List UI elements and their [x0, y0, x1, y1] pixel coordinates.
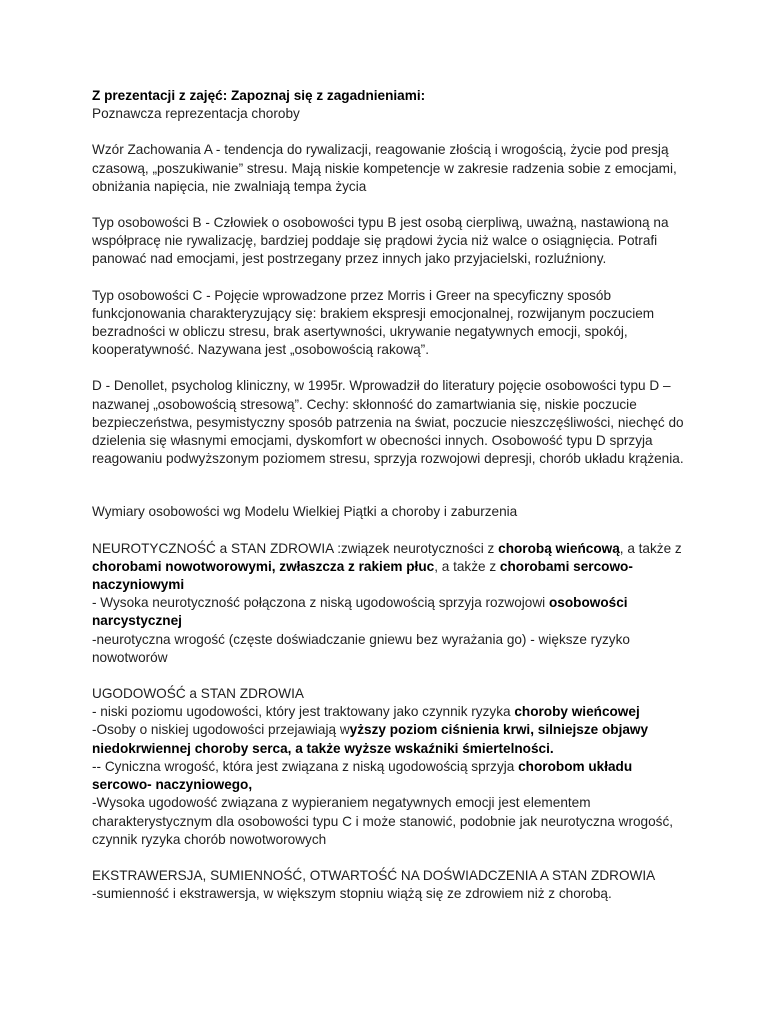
agreeableness-heading: UGODOWOŚĆ a STAN ZDROWIA — [92, 686, 304, 702]
agreeableness-line-1 — [92, 703, 692, 721]
document-page — [92, 87, 692, 903]
section-agreeableness — [92, 685, 692, 849]
paragraph-type-a: Wzór Zachowania A - tendencja do rywalizacji, reagowanie złością i wrogością, życie pod presją czasową, „poszukiwanie” stresu. Mają niskie kompetencje w zakresie radzenia sobie z emocjami, obniżania napięcia, nie zwalniają tempa życia — [92, 142, 677, 194]
bold-run: chorobom układu sercowo- naczyniowego, — [92, 758, 633, 793]
document-header — [92, 87, 692, 123]
neuroticism-line-1 — [92, 540, 692, 595]
agreeableness-line-3 — [92, 758, 692, 794]
extraversion-heading: EKSTRAWERSJA, SUMIENNOŚĆ, OTWARTOŚĆ NA DOŚWIADCZENIA A STAN ZDROWIA — [92, 867, 656, 883]
neuroticism-line-2 — [92, 594, 692, 630]
big-five-heading: Wymiary osobowości wg Modelu Wielkiej Piątki a choroby i zaburzenia — [92, 504, 518, 520]
agreeableness-line-2 — [92, 721, 692, 757]
agreeableness-line-4: -Wysoka ugodowość związana z wypieraniem negatywnych emocji jest elementem charakterystycznym dla osobowości typu C i może stanowić, podobnie jak neurotyczna wrogość, czynnik ryzyka chorób nowotworowych — [92, 795, 674, 847]
text-run: - niski poziomu ugodowości, który jest traktowany jako czynnik ryzyka — [92, 704, 515, 720]
extraversion-line-1: -sumienność i ekstrawersja, w większym stopniu wiążą się ze zdrowiem niż z chorobą. — [92, 886, 612, 902]
text-run: -- Cyniczna wrogość, która jest związana z niską ugodowością sprzyja — [92, 758, 519, 774]
section-extraversion — [92, 867, 692, 903]
bold-run: osobowości narcystycznej — [92, 595, 628, 629]
bold-run: chorobami sercowo-naczyniowymi — [92, 558, 633, 593]
text-run: , a także z — [619, 540, 682, 556]
section-neuroticism — [92, 540, 692, 667]
text-run: , a także z — [434, 558, 500, 574]
text-run: -Osoby o niskiej ugodowości przejawiają w — [92, 722, 350, 738]
bold-run: choroby wieńcowej — [514, 704, 640, 720]
text-run: NEUROTYCZNOŚĆ a STAN ZDROWIA :związek neurotyczności z — [92, 540, 499, 556]
bold-run: yższy poziom ciśnienia krwi, silniejsze objawy niedokrwiennej choroby serca, a także wyższe wskaźniki śmiertelności. — [92, 722, 649, 756]
document-title: Z prezentacji z zajęć: Zapoznaj się z zagadnieniami: — [92, 88, 426, 103]
bold-run: chorobami nowotworowymi, zwłaszcza z rakiem płuc — [92, 558, 435, 574]
text-run: - Wysoka neurotyczność połączona z niską ugodowością sprzyja rozwojowi — [92, 595, 549, 611]
bold-run: chorobą wieńcową — [498, 540, 620, 556]
document-subtitle: Poznawcza reprezentacja choroby — [92, 106, 300, 122]
neuroticism-line-3: -neurotyczna wrogość (częste doświadczanie gniewu bez wyrażania go) - większe ryzyko nowotworów — [92, 631, 630, 665]
paragraph-type-b: Typ osobowości B - Człowiek o osobowości typu B jest osobą cierpliwą, uważną, nastawioną na współpracę nie rywalizację, bardziej poddaje się prądowi życia niż walce o osiągnięcia. Potrafi panować nad emocjami, jest postrzegany przez innych jako przyjacielski, rozluźniony. — [92, 215, 669, 267]
paragraph-type-c: Typ osobowości C - Pojęcie wprowadzone przez Morris i Greer na specyficzny sposób funkcjonowania charakteryzujący się: brakiem ekspresji emocjonalnej, rozwijanym poczuciem bezradności w obliczu stresu, brak asertywności, ukrywanie negatywnych emocji, spokój, kooperatywność. Nazywana jest „osobowością rakową”. — [92, 287, 655, 358]
paragraph-type-d: D - Denollet, psycholog kliniczny, w 1995r. Wprowadził do literatury pojęcie osobowości typu D – nazwanej „osobowością stresową”. Cechy: skłonność do zamartwiania się, niskie poczucie bezpieczeństwa, pesymistyczny sposób patrzenia na świat, poczucie nieszczęśliwości, niechęć do dzielenia się własnymi emocjami, dyskomfort w obecności innych. Osobowość typu D sprzyja reagowaniu podwyższonym poziomem stresu, sprzyja rozwojowi depresji, chorób układu krążenia. — [92, 378, 684, 467]
